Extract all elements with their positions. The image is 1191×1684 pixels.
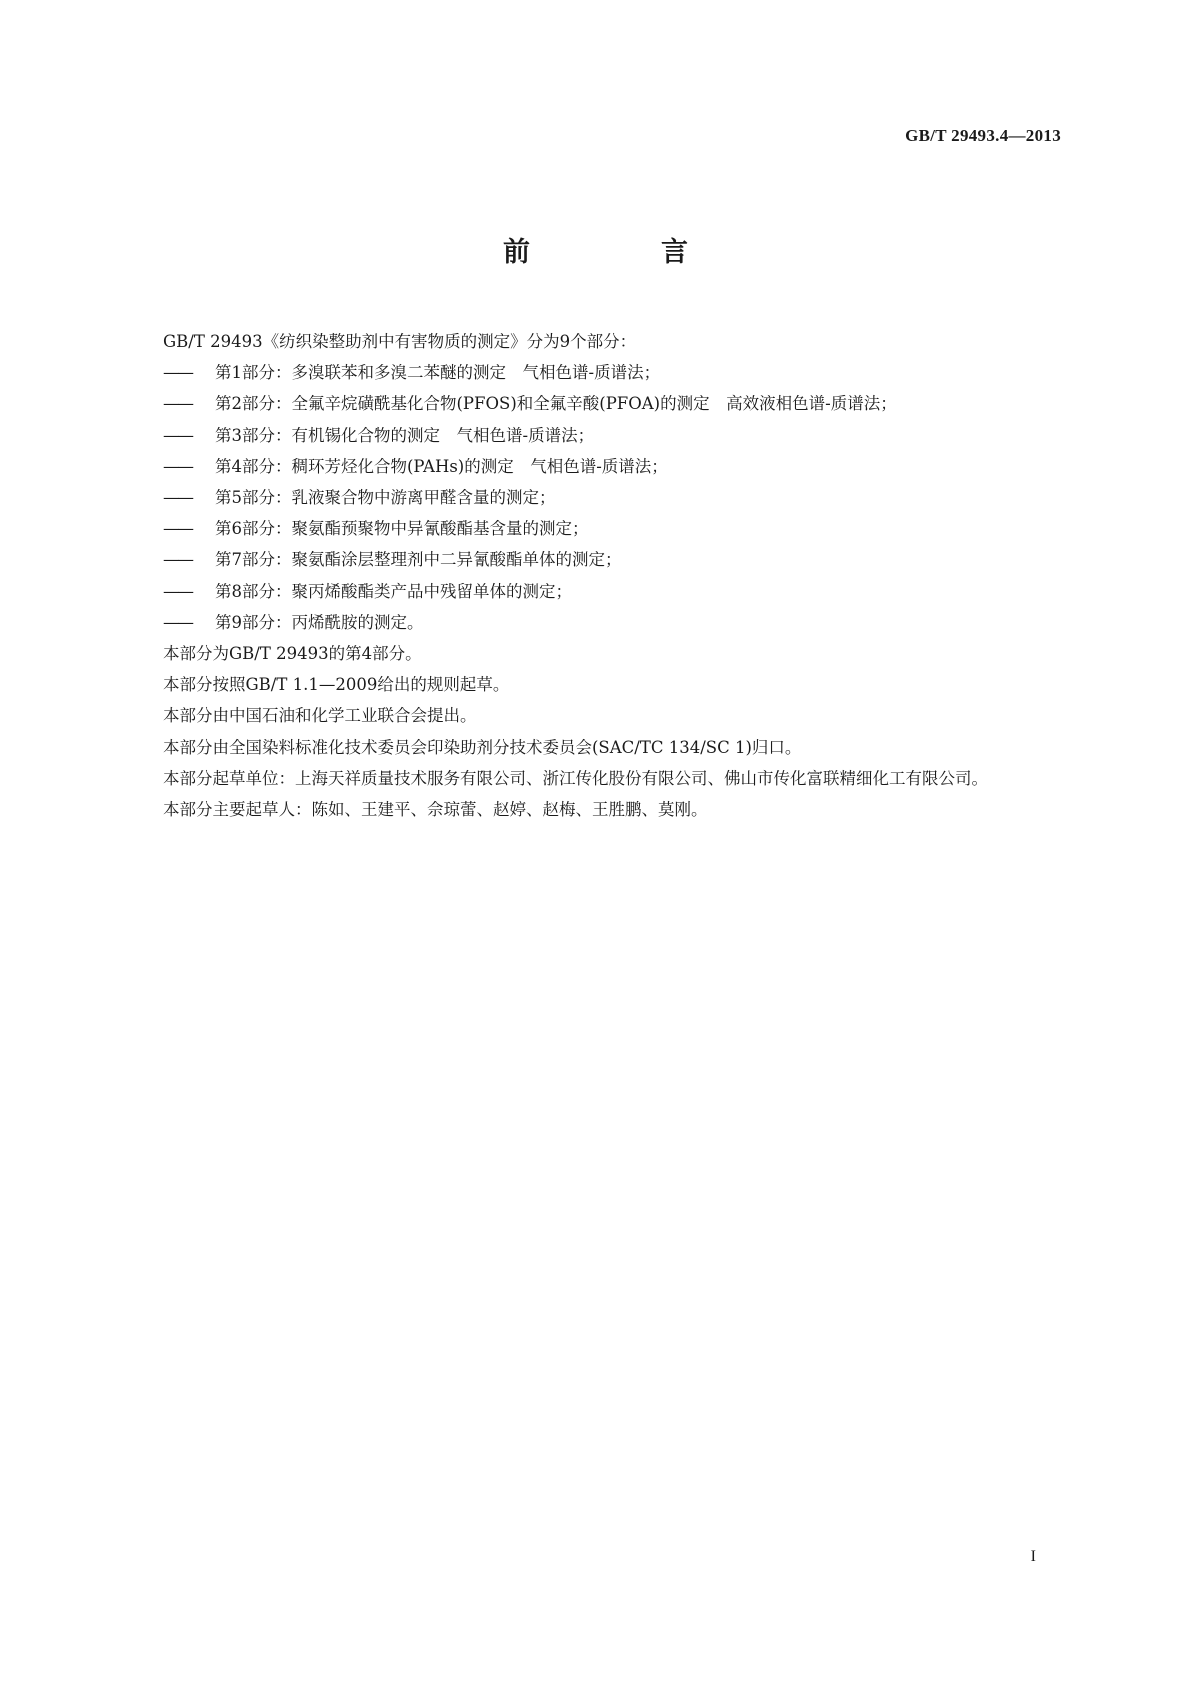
- dash-mark: ——: [163, 581, 192, 601]
- list-item: [130, 388, 1060, 419]
- page-number: I: [1030, 1548, 1036, 1565]
- list-item-text: 第2部分：全氟辛烷磺酰基化合物(PFOS)和全氟辛酸(PFOA)的测定 高效液相色谱-质谱法；: [215, 394, 897, 414]
- list-item: [130, 482, 1060, 513]
- paragraph-drafting-rules: 本部分按照GB/T 1.1—2009给出的规则起草。: [163, 675, 510, 695]
- list-item-text: 第1部分：多溴联苯和多溴二苯醚的测定 气相色谱-质谱法；: [215, 363, 661, 383]
- paragraph-centralized-by: 本部分由全国染料标准化技术委员会印染助剂分技术委员会(SAC/TC 134/SC 1)归口。: [163, 737, 802, 757]
- foreword-body: [130, 326, 1060, 825]
- page-title: 前 言: [503, 237, 740, 268]
- paragraph-drafters: 本部分主要起草人：陈如、王建平、佘琼蕾、赵婷、赵梅、王胜鹏、莫刚。: [163, 800, 708, 820]
- paragraph-part-statement: 本部分为GB/T 29493的第4部分。: [163, 644, 422, 664]
- dash-mark: ——: [163, 612, 192, 632]
- dash-mark: ——: [163, 488, 192, 508]
- dash-mark: ——: [163, 519, 192, 539]
- list-item-text: 第7部分：聚氨酯涂层整理剂中二异氰酸酯单体的测定；: [215, 550, 622, 570]
- list-item-text: 第5部分：乳液聚合物中游离甲醛含量的测定；: [215, 488, 556, 508]
- dash-mark: ——: [163, 394, 192, 414]
- paragraph-proposer: 本部分由中国石油和化学工业联合会提出。: [163, 706, 477, 726]
- list-item-text: 第6部分：聚氨酯预聚物中异氰酸酯基含量的测定；: [215, 519, 589, 539]
- standard-number: GB/T 29493.4—2013: [905, 126, 1061, 145]
- list-item: [130, 451, 1060, 482]
- dash-mark: ——: [163, 363, 192, 383]
- dash-mark: ——: [163, 456, 192, 476]
- list-item: [130, 607, 1060, 638]
- dash-mark: ——: [163, 425, 192, 445]
- paragraph-drafting-units: 本部分起草单位：上海天祥质量技术服务有限公司、浙江传化股份有限公司、佛山市传化富联精细化工有限公司。: [163, 768, 988, 788]
- list-item: [130, 576, 1060, 607]
- list-item-text: 第3部分：有机锡化合物的测定 气相色谱-质谱法；: [215, 425, 595, 445]
- list-item: [130, 357, 1060, 388]
- list-item-text: 第4部分：稠环芳烃化合物(PAHs)的测定 气相色谱-质谱法；: [215, 456, 668, 476]
- dash-mark: ——: [163, 550, 192, 570]
- list-item-text: 第9部分：丙烯酰胺的测定。: [215, 612, 424, 632]
- list-item: [130, 420, 1060, 451]
- list-item: [130, 544, 1060, 575]
- list-item-text: 第8部分：聚丙烯酸酯类产品中残留单体的测定；: [215, 581, 572, 601]
- intro-paragraph: GB/T 29493《纺织染整助剂中有害物质的测定》分为9个部分：: [163, 332, 637, 351]
- list-item: [130, 513, 1060, 544]
